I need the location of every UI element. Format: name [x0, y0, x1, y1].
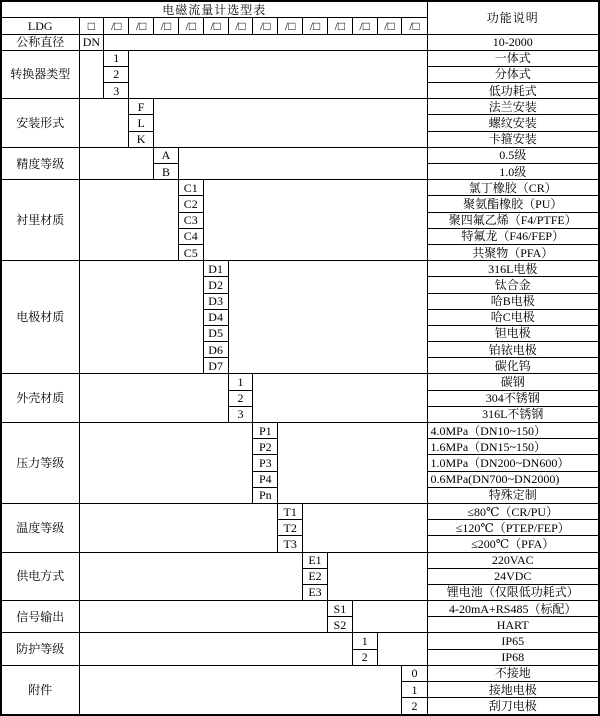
code-cell: D1	[203, 261, 228, 277]
code-box: /□	[228, 18, 253, 34]
group-label: 防护等级	[1, 633, 79, 665]
table-row	[1, 633, 599, 649]
group-label: 附件	[1, 665, 79, 715]
desc-cell: 哈C电极	[427, 309, 599, 325]
filler-cell	[178, 147, 427, 179]
group-label: 电极材质	[1, 261, 79, 374]
filler-cell	[79, 261, 203, 374]
desc-cell: 0.5级	[427, 147, 599, 163]
group-label: 温度等级	[1, 503, 79, 552]
desc-cell: 4.0MPa（DN10~150）	[427, 423, 599, 439]
code-cell: P2	[253, 439, 278, 455]
desc-cell: 哈B电极	[427, 293, 599, 309]
code-cell: 2	[228, 390, 253, 406]
filler-cell	[79, 552, 303, 601]
filler-cell	[352, 601, 427, 633]
desc-cell: 1.6MPa（DN15~150）	[427, 439, 599, 455]
table-row	[1, 50, 599, 66]
code-cell: Pn	[253, 487, 278, 503]
code-box: /□	[327, 18, 352, 34]
code-box: /□	[203, 18, 228, 34]
filler-cell	[79, 180, 178, 261]
code-cell: 3	[104, 83, 129, 99]
desc-cell: 法兰安装	[427, 99, 599, 115]
desc-cell: 低功耗式	[427, 83, 599, 99]
code-box: /□	[178, 18, 203, 34]
code-cell: E3	[303, 584, 328, 600]
table-title: 电磁流量计选型表	[1, 1, 427, 18]
code-cell: E2	[303, 568, 328, 584]
filler-cell	[79, 147, 154, 179]
desc-cell: 分体式	[427, 66, 599, 82]
code-box: /□	[352, 18, 377, 34]
code-cell: D5	[203, 325, 228, 341]
table-row	[1, 374, 599, 390]
code-cell: A	[154, 147, 179, 163]
group-label: 公称直径	[1, 34, 79, 50]
code-cell: P1	[253, 423, 278, 439]
group-label: 转换器类型	[1, 50, 79, 99]
code-cell: 2	[352, 649, 377, 665]
code-cell: T2	[278, 520, 303, 536]
table-row	[1, 1, 599, 18]
desc-cell: 316L电极	[427, 261, 599, 277]
table-row	[1, 99, 599, 115]
desc-cell: 刮刀电极	[427, 698, 599, 715]
code-cell: D6	[203, 342, 228, 358]
group-label: 压力等级	[1, 423, 79, 504]
desc-cell: 接地电极	[427, 682, 599, 698]
code-cell: C1	[178, 180, 203, 196]
code-box: /□	[377, 18, 402, 34]
filler-cell	[79, 665, 402, 715]
table-row	[1, 665, 599, 681]
code-cell: 1	[104, 50, 129, 66]
code-cell: C3	[178, 212, 203, 228]
filler-cell	[303, 503, 427, 552]
code-box: /□	[278, 18, 303, 34]
desc-cell: 氯丁橡胶（CR）	[427, 180, 599, 196]
code-cell: 2	[104, 66, 129, 82]
desc-cell: 聚氨酯橡胶（PU）	[427, 196, 599, 212]
code-cell: S1	[327, 601, 352, 617]
filler-cell	[278, 423, 427, 504]
code-cell: K	[129, 131, 154, 147]
code-cell: F	[129, 99, 154, 115]
code-cell: D2	[203, 277, 228, 293]
desc-cell: 0.6MPa(DN700~DN2000)	[427, 471, 599, 487]
desc-cell: 卡箍安装	[427, 131, 599, 147]
filler-cell	[79, 503, 278, 552]
table-row	[1, 180, 599, 196]
code-cell: C4	[178, 228, 203, 244]
code-cell: E1	[303, 552, 328, 568]
code-box: /□	[104, 18, 129, 34]
code-cell: C2	[178, 196, 203, 212]
code-box: /□	[129, 18, 154, 34]
group-label: 外壳材质	[1, 374, 79, 423]
filler-cell	[79, 50, 104, 99]
code-cell: D3	[203, 293, 228, 309]
desc-cell: 10-2000	[427, 34, 599, 50]
code-cell: S2	[327, 617, 352, 633]
filler-cell	[79, 99, 129, 148]
code-cell: B	[154, 164, 179, 180]
filler-cell	[79, 601, 327, 633]
desc-cell: 碳钢	[427, 374, 599, 390]
code-cell: 1	[402, 682, 427, 698]
code-cell: 1	[352, 633, 377, 649]
code-box: /□	[402, 18, 427, 34]
desc-cell: HART	[427, 617, 599, 633]
desc-cell: 24VDC	[427, 568, 599, 584]
filler-cell	[203, 180, 427, 261]
table-row	[1, 552, 599, 568]
code-cell: P4	[253, 471, 278, 487]
desc-cell: ≤120℃（PTEP/FEP）	[427, 520, 599, 536]
code-box: □	[79, 18, 104, 34]
group-label: 供电方式	[1, 552, 79, 601]
code-cell: D7	[203, 358, 228, 374]
table-row	[1, 601, 599, 617]
filler-cell	[104, 34, 427, 50]
code-box: /□	[154, 18, 179, 34]
code-cell: 2	[402, 698, 427, 715]
filler-cell	[253, 374, 427, 423]
desc-cell: 220VAC	[427, 552, 599, 568]
filler-cell	[327, 552, 427, 601]
filler-cell	[79, 423, 253, 504]
desc-cell: 一体式	[427, 50, 599, 66]
desc-cell: 1.0MPa（DN200~DN600）	[427, 455, 599, 471]
function-header: 功能说明	[427, 1, 599, 34]
desc-cell: 钛合金	[427, 277, 599, 293]
code-cell: D4	[203, 309, 228, 325]
table-row	[1, 34, 599, 50]
code-cell: 0	[402, 665, 427, 681]
desc-cell: ≤80℃（CR/PU）	[427, 503, 599, 519]
table-row	[1, 503, 599, 519]
desc-cell: 不接地	[427, 665, 599, 681]
desc-cell: 钽电极	[427, 325, 599, 341]
code-cell: DN	[79, 34, 104, 50]
desc-cell: 4-20mA+RS485（标配）	[427, 601, 599, 617]
group-label: 安装形式	[1, 99, 79, 148]
desc-cell: 特氟龙（F46/FEP）	[427, 228, 599, 244]
desc-cell: 1.0级	[427, 164, 599, 180]
desc-cell: 螺纹安装	[427, 115, 599, 131]
group-label: 精度等级	[1, 147, 79, 179]
desc-cell: 304不锈钢	[427, 390, 599, 406]
filler-cell	[228, 261, 427, 374]
code-box: /□	[253, 18, 278, 34]
code-cell: T1	[278, 503, 303, 519]
desc-cell: 特殊定制	[427, 487, 599, 503]
desc-cell: 铂铱电极	[427, 342, 599, 358]
desc-cell: IP65	[427, 633, 599, 649]
code-cell: 1	[228, 374, 253, 390]
code-cell: T3	[278, 536, 303, 552]
code-box: /□	[303, 18, 328, 34]
desc-cell: 316L不锈钢	[427, 406, 599, 422]
table-row	[1, 147, 599, 163]
desc-cell: 共聚物（PFA）	[427, 244, 599, 260]
filler-cell	[79, 633, 352, 665]
group-label: 信号输出	[1, 601, 79, 633]
code-cell: C5	[178, 244, 203, 260]
desc-cell: 聚四氟乙烯（F4/PTFE）	[427, 212, 599, 228]
code-cell: 3	[228, 406, 253, 422]
group-label: 衬里材质	[1, 180, 79, 261]
code-cell: L	[129, 115, 154, 131]
table-row	[1, 423, 599, 439]
filler-cell	[129, 50, 427, 99]
filler-cell	[79, 374, 228, 423]
table-row	[1, 261, 599, 277]
filler-cell	[377, 633, 427, 665]
desc-cell: IP68	[427, 649, 599, 665]
desc-cell: 锂电池（仅限低功耗式）	[427, 584, 599, 600]
model-prefix: LDG	[1, 18, 79, 34]
code-cell: P3	[253, 455, 278, 471]
filler-cell	[154, 99, 427, 148]
desc-cell: ≤200℃（PFA）	[427, 536, 599, 552]
desc-cell: 碳化钨	[427, 358, 599, 374]
